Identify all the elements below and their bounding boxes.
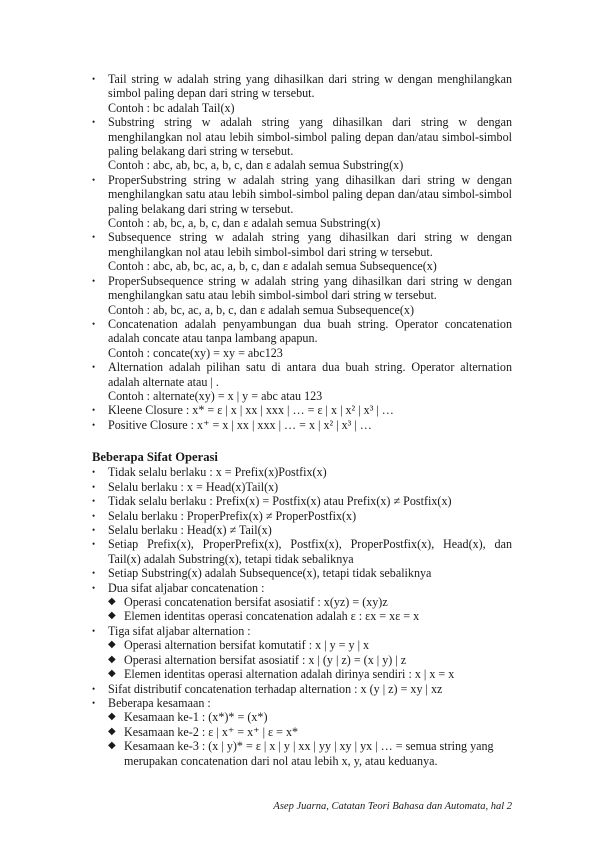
definition-text: ProperSubstring string w adalah string yang dihasilkan dari string w dengan menghilangkan satu atau lebih simbol-simbol paling depan dan/atau simbol-simbol paling belakang dari string w tersebut. [108, 172, 512, 216]
bullet-icon: • [92, 232, 96, 243]
property-text: Tidak selalu berlaku : Prefix(x) = Postfix(x) atau Prefix(x) ≠ Postfix(x) [108, 494, 452, 509]
definition-item [92, 230, 512, 273]
equalities-sublist [92, 710, 512, 768]
diamond-bullet-icon: ◆ [108, 596, 116, 608]
bullet-icon: • [92, 510, 96, 521]
sub-list-item [92, 595, 512, 609]
definition-example: Contoh : bc adalah Tail(x) [108, 100, 235, 115]
definition-item [92, 403, 512, 417]
bullet-icon: • [92, 362, 96, 373]
diamond-bullet-icon: ◆ [108, 711, 116, 723]
diamond-bullet-icon: ◆ [108, 725, 116, 737]
definition-item [92, 72, 512, 115]
definition-body [108, 403, 512, 417]
property-item [92, 509, 512, 523]
definition-text: ProperSubsequence string w adalah string yang dihasilkan dari string w dengan menghilangkan satu atau lebih simbol-simbol dari string w tersebut. [108, 273, 512, 303]
definition-example: Contoh : ab, bc, ac, a, b, c, dan ε adalah semua Subsequence(x) [108, 302, 414, 317]
definition-item [92, 360, 512, 403]
sub-item-text: Operasi alternation bersifat komutatif : x | y = y | x [124, 638, 370, 653]
sub-item-text: Kesamaan ke-2 : ε | x⁺ = x⁺ | ε = x* [124, 724, 299, 739]
sub-list-item [92, 710, 512, 724]
definition-example: Contoh : abc, ab, bc, a, b, c, dan ε adalah semua Substring(x) [108, 158, 404, 173]
sub-list-item [92, 653, 512, 667]
bullet-icon: • [92, 467, 96, 478]
definition-body [108, 115, 512, 173]
bullet-icon: • [92, 74, 96, 84]
bullet-icon: • [92, 481, 96, 492]
sub-item-text: Operasi concatenation bersifat asosiatif : x(yz) = (xy)z [124, 595, 388, 610]
bullet-icon: • [92, 174, 96, 185]
property-text: Tidak selalu berlaku : x = Prefix(x)Postfix(x) [108, 465, 327, 480]
property-text: Selalu berlaku : x = Head(x)Tail(x) [108, 479, 279, 494]
property-item [92, 480, 512, 494]
diamond-bullet-icon: ◆ [108, 639, 116, 651]
sub-list-item [92, 609, 512, 623]
bullet-icon: • [92, 318, 96, 329]
definition-example: Contoh : alternate(xy) = x | y = abc atau 123 [108, 388, 323, 403]
definition-text: Substring string w adalah string yang dihasilkan dari string w dengan menghilangkan nol atau lebih simbol-simbol paling depan dan/atau simbol-simbol paling belakang dari string w tersebut. [108, 115, 512, 159]
definition-text: Tail string w adalah string yang dihasilkan dari string w dengan menghilangkan simbol paling depan dari string w tersebut. [108, 72, 512, 101]
definition-body [108, 230, 512, 273]
definition-text: Alternation adalah pilihan satu di antara dua buah string. Operator alternation adalah alternate atau | . [108, 360, 512, 389]
bullet-icon: • [92, 275, 96, 286]
definition-text: Subsequence string w adalah string yang dihasilkan dari string w dengan menghilangkan nol atau lebih simbol-simbol dari string w tersebut. [108, 230, 512, 259]
definition-example: Contoh : ab, bc, a, b, c, dan ε adalah semua Substring(x) [108, 216, 381, 231]
bullet-icon: • [92, 117, 96, 128]
bullet-icon: • [92, 405, 96, 416]
bullet-icon: • [92, 419, 96, 430]
bullet-icon: • [92, 697, 96, 708]
diamond-bullet-icon: ◆ [108, 610, 116, 622]
concat-sublist [92, 595, 512, 624]
definition-example: Contoh : concate(xy) = xy = abc123 [108, 345, 283, 360]
property-text: Selalu berlaku : Head(x) ≠ Tail(x) [108, 523, 272, 538]
property-item [92, 537, 512, 566]
properties-section [92, 444, 512, 768]
properties-list [92, 465, 512, 580]
sub-item-text: Kesamaan ke-1 : (x*)* = (x*) [124, 710, 268, 725]
bullet-icon: • [92, 582, 96, 593]
property-text: Selalu berlaku : ProperPrefix(x) ≠ ProperPostfix(x) [108, 508, 357, 523]
property-text: Setiap Prefix(x), ProperPrefix(x), Postfix(x), ProperPostfix(x), Head(x), dan Tail(x) adalah Substring(x), tetapi tidak sebaliknya [108, 537, 512, 566]
section-title: Beberapa Sifat Operasi [92, 450, 218, 464]
page-footer: Asep Juarna, Catatan Teori Bahasa dan Automata, hal 2 [273, 801, 512, 812]
property-item [92, 566, 512, 580]
bullet-icon: • [92, 625, 96, 636]
property-item [92, 523, 512, 537]
definition-body [108, 317, 512, 360]
bullet-icon: • [92, 525, 96, 536]
definition-item [92, 274, 512, 317]
alternation-sublist [92, 638, 512, 681]
sub-list-item [92, 725, 512, 739]
list-item: • Dua sifat aljabar concatenation : [92, 580, 265, 595]
sub-list-item [92, 638, 512, 652]
definition-item [92, 317, 512, 360]
bullet-icon: • [92, 683, 96, 694]
definition-body [108, 274, 512, 317]
definition-item [92, 173, 512, 231]
sub-item-text: Elemen identitas operasi alternation adalah dirinya sendiri : x | x = x [124, 667, 455, 682]
property-item [92, 494, 512, 508]
sub-item-text: Operasi alternation bersifat asosiatif : x | (y | z) = (x | y) | z [124, 652, 407, 667]
sub-item-text: Kesamaan ke-3 : (x | y)* = ε | x | y | xx | yy | xy | yx | … = semua string yang merupakan concatenation dari nol atau lebih x, y, atau keduanya. [124, 739, 494, 768]
bullet-icon: • [92, 496, 96, 507]
sub-list-item [92, 739, 512, 768]
diamond-bullet-icon: ◆ [108, 668, 116, 680]
definition-text: Concatenation adalah penyambungan dua buah string. Operator concatenation adalah concate atau tanpa lambang apapun. [108, 316, 512, 346]
bullet-icon: • [92, 539, 96, 550]
definition-text: Kleene Closure : x* = ε | x | xx | xxx | … = ε | x | x² | x³ | … [108, 403, 394, 418]
definition-text: Positive Closure : x⁺ = x | xx | xxx | … = x | x² | x³ | … [108, 417, 372, 432]
list-item: • Beberapa kesamaan : [92, 695, 211, 710]
definition-body [108, 360, 512, 403]
sub-list-item [92, 667, 512, 681]
definitions-list [92, 72, 512, 432]
diamond-bullet-icon: ◆ [108, 653, 116, 665]
definition-example: Contoh : abc, ab, bc, ac, a, b, c, dan ε adalah semua Subsequence(x) [108, 259, 437, 274]
list-item: • Sifat distributif concatenation terhadap alternation : x (y | z) = xy | xz [92, 681, 443, 696]
definition-body [108, 418, 512, 432]
bullet-icon: • [92, 568, 96, 579]
definition-item [92, 115, 512, 173]
definition-body [108, 72, 512, 115]
property-item [92, 465, 512, 479]
sub-item-text: Elemen identitas operasi concatenation adalah ε : εx = xε = x [124, 609, 420, 624]
list-item: • Tiga sifat aljabar alternation : [92, 623, 251, 638]
definition-body [108, 173, 512, 231]
definition-item [92, 418, 512, 432]
diamond-bullet-icon: ◆ [108, 740, 116, 752]
property-text: Setiap Substring(x) adalah Subsequence(x), tetapi tidak sebaliknya [108, 566, 432, 581]
